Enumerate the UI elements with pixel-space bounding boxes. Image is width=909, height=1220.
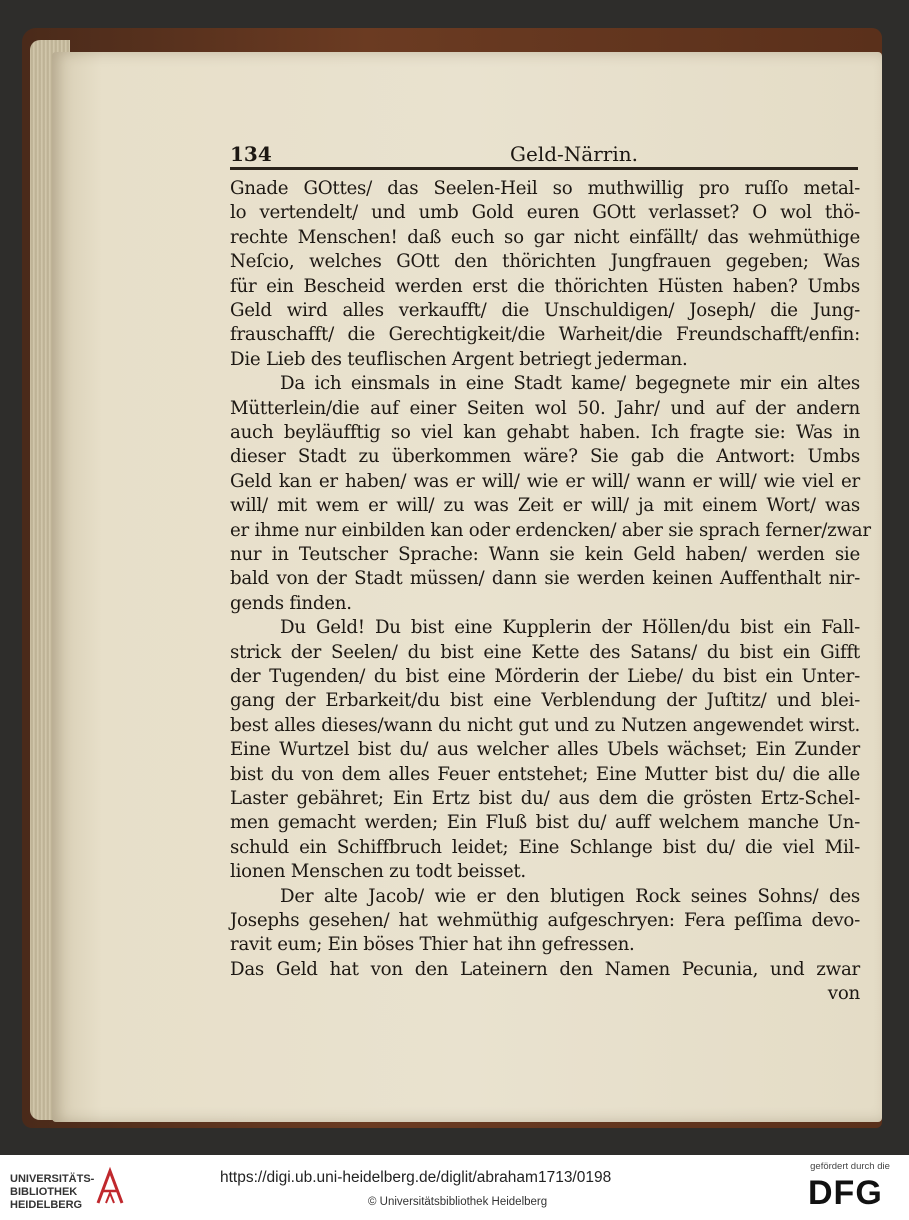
dfg-logo: DFG (808, 1174, 883, 1212)
text-line: men gemacht werden; Ein Fluß bist du/ auff welchem manche Un- (230, 812, 860, 834)
catchword: von (827, 983, 860, 1005)
text-line: Josephs gesehen/ hat wehmüthig aufgeschryen: Fera peſſima devo- (230, 910, 860, 931)
permalink-url[interactable]: https://digi.ub.uni-heidelberg.de/diglit/abraham1713/0198 (220, 1169, 612, 1186)
text-line: lionen Menschen zu todt beisset. (230, 861, 526, 883)
text-line: lo vertendelt/ und umb Gold euren GOtt verlasset? O wol thö- (230, 202, 860, 224)
copyright-notice: © Universitätsbibliothek Heidelberg (368, 1196, 548, 1208)
library-emblem-icon (94, 1165, 126, 1209)
body-text (230, 176, 871, 1026)
text-line: bald von der Stadt müssen/ dann sie werden keinen Auffenthalt nir- (230, 568, 860, 590)
text-line: ravit eum; Ein böses Thier hat ihn gefressen. (230, 934, 635, 956)
text-line: Laster gebähret; Ein Ertz bist du/ aus dem die grösten Ertz-Schel- (230, 788, 860, 809)
text-line: für ein Bescheid werden erst die thörichten Hüsten haben? Umbs (230, 275, 860, 297)
text-line: Mütterlein/die auf einer Seiten wol 50. Jahr/ und auf der andern (230, 397, 860, 419)
text-line: der Tugenden/ du bist eine Mörderin der Liebe/ du bist ein Unter- (230, 666, 860, 687)
funding-caption: gefördert durch die (810, 1161, 890, 1172)
text-line: er ihme nur einbilden kan oder erdencken/ aber sie sprach ferner/zwar (230, 519, 871, 541)
funder-logo[interactable] (800, 1161, 900, 1215)
text-line: Die Lieb des teuflischen Argent betriegt jederman. (230, 348, 688, 370)
running-title: Geld-Närrin. (510, 142, 638, 166)
text-line: strick der Seelen/ du bist eine Kette des Satans/ du bist ein Gifft (230, 641, 860, 663)
text-line: rechte Menschen! daß euch so gar nicht einfällt/ das wehmüthige (230, 226, 860, 248)
text-line: dieser Stadt zu überkommen wäre? Sie gab die Antwort: Umbs (230, 446, 860, 468)
text-line: schuld ein Schiffbruch leidet; Eine Schlange bist du/ die viel Mil- (230, 836, 860, 858)
text-line: nur in Teutscher Sprache: Wann sie kein Geld haben/ werden sie (230, 544, 860, 565)
text-line: will/ mit wem er will/ zu was Zeit er will/ ja mit einem Wort/ was (230, 495, 860, 517)
text-line: auch beyläufftig so viel kan gehabt haben. Ich fragte sie: Was in (230, 422, 860, 443)
header-rule (230, 167, 858, 170)
library-logo[interactable] (10, 1161, 130, 1213)
text-line: Du Geld! Du bist eine Kupplerin der Höllen/du bist ein Fall- (280, 617, 860, 639)
text-line: Eine Wurtzel bist du/ aus welcher alles Ubels wächset; Ein Zunder (230, 739, 860, 761)
text-line: gang der Erbarkeit/du bist eine Verblendung der Juſtitz/ und blei- (230, 690, 860, 712)
text-line: best alles dieses/wann du nicht gut und zu Nutzen angewendet wirst. (230, 714, 860, 736)
text-line: Das Geld hat von den Lateinern den Namen Pecunia, und zwar (230, 958, 860, 980)
text-line: Geld wird alles verkaufft/ die Unschuldigen/ Joseph/ die Jung- (230, 300, 860, 321)
library-name: UNIVERSITÄTS- BIBLIOTHEK HEIDELBERG (10, 1173, 95, 1211)
text-line: gends finden. (230, 592, 352, 614)
text-line: Der alte Jacob/ wie er den blutigen Rock seines Sohns/ des (280, 885, 860, 907)
text-line: Geld kan er haben/ was er will/ wie er will/ wann er will/ wie viel er (230, 470, 860, 492)
text-line: Da ich einsmals in eine Stadt kame/ begegnete mir ein altes (280, 373, 860, 395)
page-header (230, 142, 860, 166)
text-line: frauschafft/ die Gerechtigkeit/die Warheit/die Freundschafft/enfin: (230, 324, 860, 346)
text-line: Gnade GOttes/ das Seelen-Heil so muthwillig pro ruſſo metal- (230, 178, 860, 199)
text-line: Neſcio, welches GOtt den thörichten Jungfrauen gegeben; Was (230, 251, 860, 273)
text-line: bist du von dem alles Feuer entstehet; Eine Mutter bist du/ die alle (230, 763, 860, 785)
footer-bar (0, 1155, 909, 1220)
page-number: 134 (230, 142, 272, 166)
